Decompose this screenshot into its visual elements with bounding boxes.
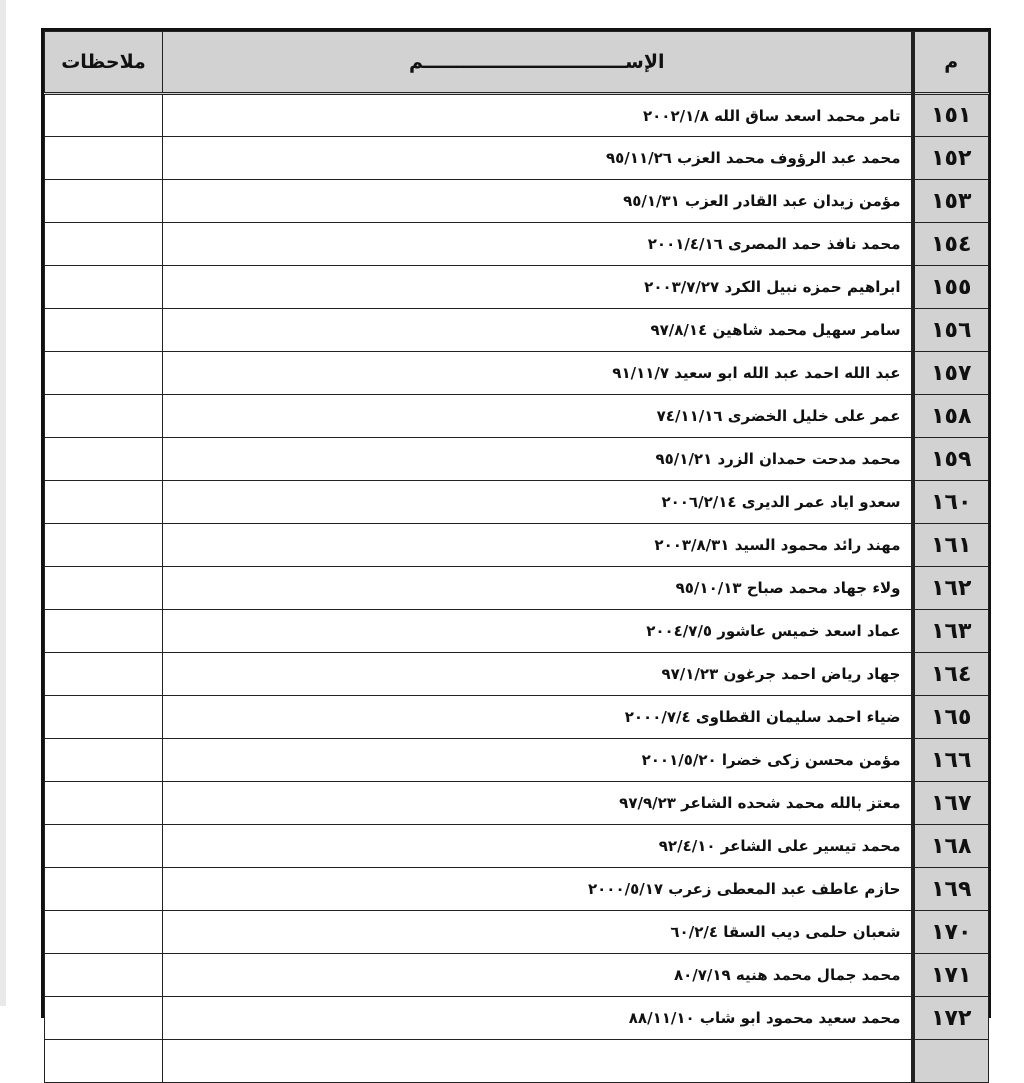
row-notes xyxy=(45,266,163,309)
table-row xyxy=(45,352,989,395)
row-name: محمد عبد الرؤوف محمد العزب ٩٥/١١/٢٦ xyxy=(163,137,913,180)
row-notes xyxy=(45,954,163,997)
row-number: ١٦٤ xyxy=(913,653,989,696)
table-row xyxy=(45,782,989,825)
table-row xyxy=(45,395,989,438)
table-row xyxy=(45,868,989,911)
row-notes xyxy=(45,610,163,653)
row-number: ١٦٣ xyxy=(913,610,989,653)
row-number: ١٧١ xyxy=(913,954,989,997)
row-name: سامر سهيل محمد شاهين ٩٧/٨/١٤ xyxy=(163,309,913,352)
table-row xyxy=(45,696,989,739)
table-row xyxy=(45,739,989,782)
row-name: محمد تيسير على الشاعر ٩٢/٤/١٠ xyxy=(163,825,913,868)
row-number: ١٦١ xyxy=(913,524,989,567)
row-notes xyxy=(45,524,163,567)
row-notes xyxy=(45,94,163,137)
row-number: ١٥٦ xyxy=(913,309,989,352)
row-name: حازم عاطف عبد المعطى زعرب ٢٠٠٠/٥/١٧ xyxy=(163,868,913,911)
row-name: ضياء احمد سليمان القطاوى ٢٠٠٠/٧/٤ xyxy=(163,696,913,739)
row-name-cell xyxy=(163,1040,913,1083)
roster-table xyxy=(44,31,989,1083)
row-notes xyxy=(45,653,163,696)
row-name: مؤمن محسن زكى خضرا ٢٠٠١/٥/٢٠ xyxy=(163,739,913,782)
row-name: سعدو اياد عمر الديرى ٢٠٠٦/٢/١٤ xyxy=(163,481,913,524)
row-name: عبد الله احمد عبد الله ابو سعيد ٩١/١١/٧ xyxy=(163,352,913,395)
table-row xyxy=(45,137,989,180)
header-notes: ملاحظات xyxy=(45,32,163,94)
row-number: ١٦٥ xyxy=(913,696,989,739)
table-header xyxy=(45,32,989,94)
document-sheet xyxy=(41,28,991,1031)
row-name: عمر على خليل الخضرى ٧٤/١١/١٦ xyxy=(163,395,913,438)
table-row xyxy=(45,954,989,997)
row-notes xyxy=(45,696,163,739)
table-row xyxy=(45,653,989,696)
row-number-cell xyxy=(913,1040,989,1083)
row-name: معتز بالله محمد شحده الشاعر ٩٧/٩/٢٣ xyxy=(163,782,913,825)
table-row xyxy=(45,266,989,309)
row-number: ١٦٩ xyxy=(913,868,989,911)
row-notes xyxy=(45,137,163,180)
row-name: ولاء جهاد محمد صباح ٩٥/١٠/١٣ xyxy=(163,567,913,610)
table-row xyxy=(45,481,989,524)
table-row xyxy=(45,911,989,954)
row-notes xyxy=(45,911,163,954)
table-row xyxy=(45,825,989,868)
row-number: ١٥١ xyxy=(913,94,989,137)
row-name: جهاد رياض احمد جرغون ٩٧/١/٢٣ xyxy=(163,653,913,696)
row-notes xyxy=(45,309,163,352)
row-name: محمد مدحت حمدان الزرد ٩٥/١/٢١ xyxy=(163,438,913,481)
row-notes xyxy=(45,438,163,481)
row-notes-cell xyxy=(45,1040,163,1083)
table-row xyxy=(45,180,989,223)
row-name: مؤمن زيدان عبد القادر العزب ٩٥/١/٣١ xyxy=(163,180,913,223)
row-number: ١٥٣ xyxy=(913,180,989,223)
table-row-partial xyxy=(45,1040,989,1083)
row-name: تامر محمد اسعد ساق الله ٢٠٠٢/١/٨ xyxy=(163,94,913,137)
row-number: ١٦٢ xyxy=(913,567,989,610)
row-notes xyxy=(45,481,163,524)
row-number: ١٦٧ xyxy=(913,782,989,825)
header-name: الإســـــــــــــــــــــــــــــــم xyxy=(163,32,913,94)
row-name: مهند رائد محمود السيد ٢٠٠٣/٨/٣١ xyxy=(163,524,913,567)
row-name: عماد اسعد خميس عاشور ٢٠٠٤/٧/٥ xyxy=(163,610,913,653)
row-name: محمد نافذ حمد المصرى ٢٠٠١/٤/١٦ xyxy=(163,223,913,266)
row-number: ١٦٠ xyxy=(913,481,989,524)
row-notes xyxy=(45,782,163,825)
table-body xyxy=(45,94,989,1083)
table-row xyxy=(45,567,989,610)
row-notes xyxy=(45,739,163,782)
table-row xyxy=(45,610,989,653)
row-name: محمد سعيد محمود ابو شاب ٨٨/١١/١٠ xyxy=(163,997,913,1040)
table-row xyxy=(45,997,989,1040)
row-number: ١٥٤ xyxy=(913,223,989,266)
row-number: ١٦٨ xyxy=(913,825,989,868)
row-number: ١٧٠ xyxy=(913,911,989,954)
row-notes xyxy=(45,180,163,223)
row-number: ١٥٩ xyxy=(913,438,989,481)
table-row xyxy=(45,309,989,352)
row-notes xyxy=(45,997,163,1040)
row-number: ١٥٨ xyxy=(913,395,989,438)
row-notes xyxy=(45,567,163,610)
page-edge-shadow xyxy=(0,0,6,1006)
header-number: م xyxy=(913,32,989,94)
table-row xyxy=(45,438,989,481)
row-name: محمد جمال محمد هنيه ٨٠/٧/١٩ xyxy=(163,954,913,997)
row-notes xyxy=(45,825,163,868)
row-number: ١٦٦ xyxy=(913,739,989,782)
table-row xyxy=(45,223,989,266)
row-number: ١٥٢ xyxy=(913,137,989,180)
row-notes xyxy=(45,223,163,266)
row-notes xyxy=(45,352,163,395)
table-row xyxy=(45,524,989,567)
row-notes xyxy=(45,395,163,438)
row-number: ١٥٧ xyxy=(913,352,989,395)
row-notes xyxy=(45,868,163,911)
row-number: ١٥٥ xyxy=(913,266,989,309)
row-number: ١٧٢ xyxy=(913,997,989,1040)
row-name: شعبان حلمى ديب السقا ٦٠/٢/٤ xyxy=(163,911,913,954)
row-name: ابراهيم حمزه نبيل الكرد ٢٠٠٣/٧/٢٧ xyxy=(163,266,913,309)
table-row xyxy=(45,94,989,137)
header-row xyxy=(45,32,989,94)
